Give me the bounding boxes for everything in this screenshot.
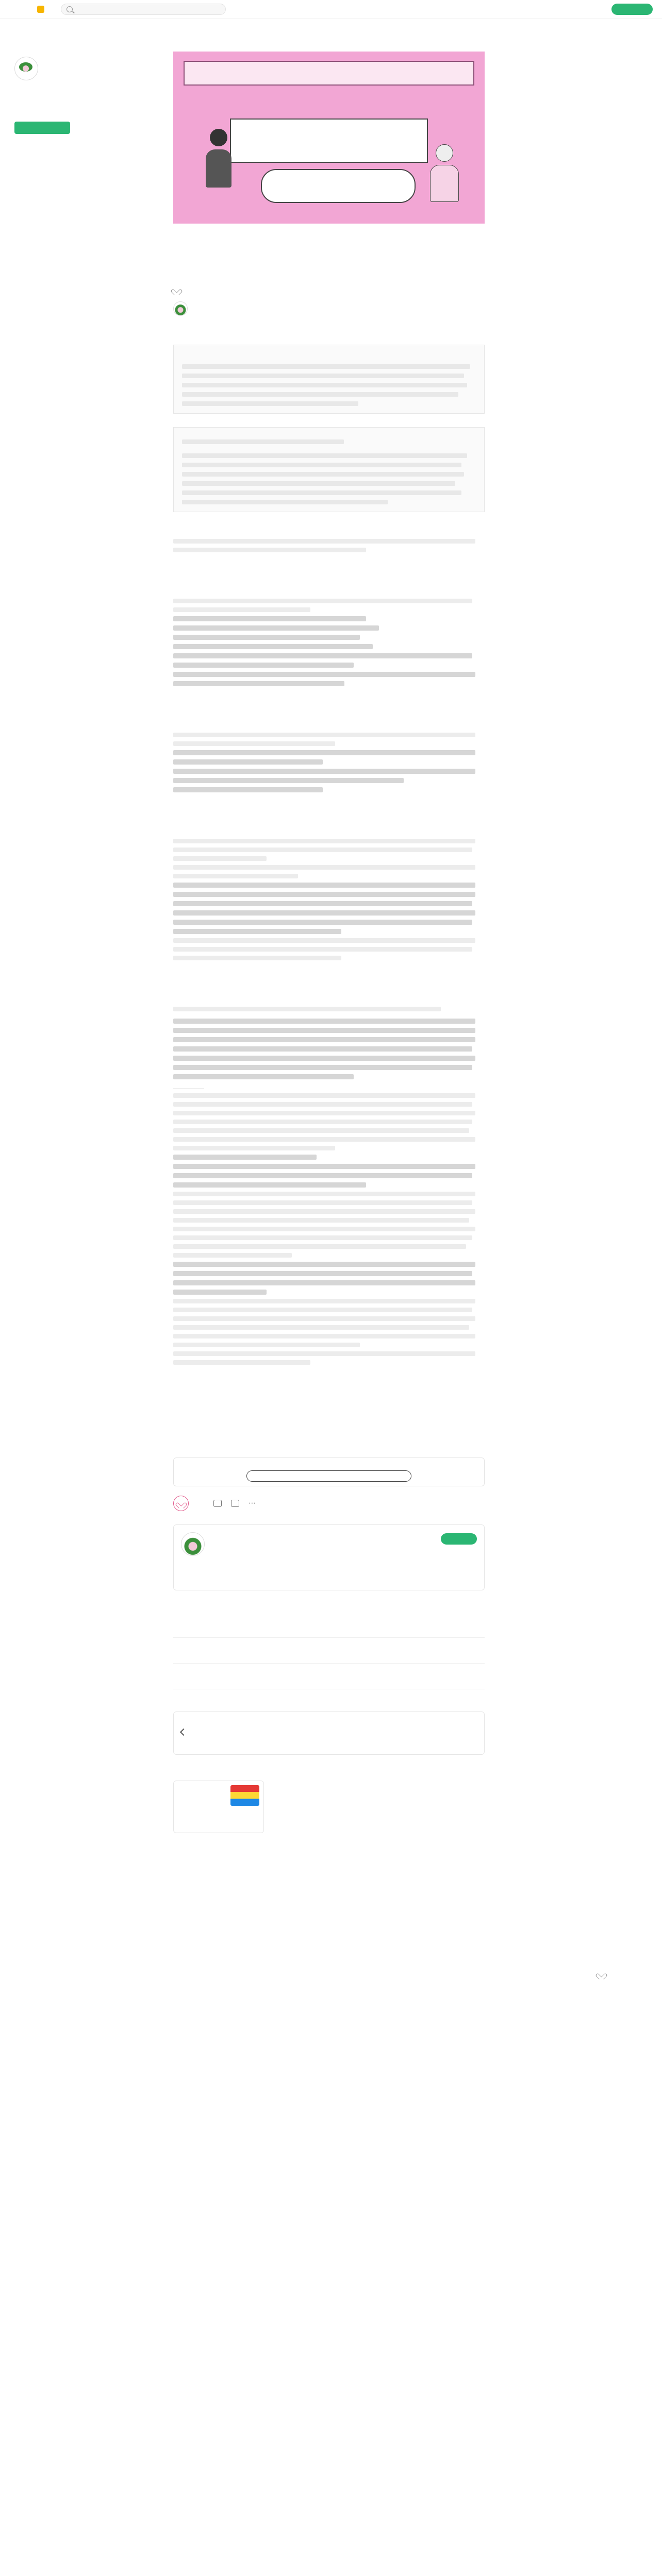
pickup-card[interactable] [173, 1781, 264, 1833]
support-box [173, 1458, 485, 1486]
support-chip-button[interactable] [246, 1470, 411, 1482]
bold-text-line [173, 1056, 475, 1061]
related-section-title [173, 1605, 485, 1612]
paragraph-line [173, 1007, 441, 1011]
bold-text-line [173, 635, 360, 640]
section-number [173, 580, 485, 595]
paragraph-line [173, 1093, 475, 1098]
quote-text-line [182, 500, 388, 504]
banner-board-line [231, 132, 427, 144]
banner-listener-figure [429, 144, 460, 206]
login-button[interactable] [559, 5, 586, 14]
article-author[interactable] [173, 301, 485, 316]
bold-text-line [173, 1028, 475, 1033]
paragraph-line [173, 1200, 472, 1205]
quote-text-line [182, 472, 464, 477]
section-number [173, 714, 485, 728]
pickup-thumbnail [230, 1785, 259, 1806]
pickup-section-title [173, 1768, 485, 1775]
bold-text-line [173, 1182, 366, 1188]
bold-text-line [173, 616, 366, 621]
bold-text-line [173, 1046, 472, 1052]
comment-prompt[interactable] [173, 1859, 485, 1866]
quote-text-line [182, 463, 461, 467]
banner-heading [184, 61, 474, 86]
bold-text-line [173, 653, 472, 658]
logo-mark-icon [37, 6, 44, 13]
banner-board [230, 118, 428, 163]
previous-article-card[interactable] [173, 1711, 485, 1755]
paragraph-line [173, 1137, 475, 1142]
bold-text-line [173, 1065, 472, 1070]
quote-text-line [182, 374, 464, 378]
paragraph-line [173, 1227, 475, 1231]
section-number [173, 988, 485, 1003]
bold-text-line [173, 663, 354, 668]
article-banner-image [173, 52, 485, 224]
paragraph-line [173, 1128, 469, 1133]
bold-text-line [173, 787, 323, 792]
paragraph-line [173, 1244, 466, 1249]
search-input[interactable] [76, 6, 220, 13]
bold-text-line [173, 681, 344, 686]
bold-text-line [173, 1164, 475, 1169]
paragraph-line [173, 1343, 360, 1347]
paragraph-line [173, 599, 472, 603]
banner-footer-text [420, 208, 456, 215]
creator-name[interactable] [211, 1532, 427, 1540]
related-article-title[interactable] [173, 1669, 485, 1676]
paragraph-line [173, 848, 472, 852]
bold-text-line [173, 769, 475, 774]
paragraph-line [173, 1146, 335, 1150]
paragraph-line [173, 607, 310, 612]
paragraph-line [173, 741, 335, 746]
site-link[interactable] [173, 1430, 485, 1437]
quote-text-line [182, 439, 344, 444]
more-icon[interactable]: ⋯ [249, 1499, 256, 1507]
bold-text-line [173, 1290, 267, 1295]
bold-text-line [173, 778, 404, 783]
paragraph-line [173, 1111, 475, 1115]
related-article[interactable] [173, 1612, 485, 1638]
paragraph-line [173, 1209, 475, 1214]
quote-text-line [182, 490, 461, 495]
related-article-likes [173, 1678, 485, 1684]
paragraph-line [173, 1325, 469, 1330]
paragraph-line [173, 1308, 472, 1312]
comment-icon[interactable] [213, 1500, 222, 1507]
paragraph-line [173, 1218, 469, 1223]
article-like-summary[interactable] [173, 287, 485, 293]
bold-text-line [173, 644, 373, 649]
paragraph-line [173, 539, 475, 544]
paragraph-line [173, 956, 341, 960]
paragraph-line [173, 874, 298, 878]
pickup-card-title[interactable] [178, 1816, 259, 1823]
bold-text-line [173, 901, 472, 906]
banner-subtitle [349, 91, 390, 98]
like-button[interactable] [173, 1496, 189, 1511]
profile-avatar[interactable] [14, 57, 38, 80]
profile-follow-button[interactable] [14, 122, 70, 134]
bold-text-line [173, 892, 475, 897]
creator-avatar[interactable] [181, 1532, 205, 1556]
bold-text-line [173, 1262, 475, 1267]
register-button[interactable] [611, 4, 653, 15]
article-main [173, 52, 485, 1866]
article-actions [173, 1496, 485, 1511]
paragraph-line [173, 1360, 310, 1365]
quote-text-line [182, 401, 358, 406]
quote-heading [182, 352, 476, 360]
paragraph-line [173, 1235, 472, 1240]
paragraph-line [173, 548, 366, 552]
top-header [0, 0, 662, 19]
creator-description [211, 1543, 427, 1562]
author-avatar[interactable] [173, 301, 188, 316]
bold-text-line [173, 1271, 472, 1276]
bold-text-line [173, 1155, 317, 1160]
banner-speaker-figure [204, 129, 233, 191]
banner-speech-bubble [261, 169, 416, 203]
paragraph-line [173, 947, 472, 952]
site-logo-text [8, 4, 36, 14]
profile-name[interactable] [14, 84, 85, 93]
bold-text-line [173, 1280, 475, 1285]
link-label [173, 1418, 485, 1426]
bold-text-line [173, 672, 475, 677]
paragraph-line [173, 1299, 475, 1303]
bold-text-line [173, 1019, 475, 1024]
related-article-title[interactable] [173, 1643, 485, 1650]
left-profile-panel [14, 57, 85, 135]
bold-text-line [173, 759, 323, 765]
related-article-likes [173, 1652, 485, 1658]
bold-text-line [173, 910, 475, 916]
paragraph-line [173, 856, 267, 861]
bold-text-line [173, 625, 379, 631]
quote-block [173, 345, 485, 414]
related-article[interactable] [173, 1638, 485, 1664]
bold-text-line [173, 1173, 472, 1178]
creator-card [173, 1524, 485, 1590]
bold-text-line [173, 883, 475, 888]
heart-icon [178, 1500, 185, 1506]
quote-text-line [182, 383, 467, 387]
article-title [173, 241, 485, 278]
heart-icon [173, 287, 180, 293]
related-article-title[interactable] [173, 1617, 485, 1624]
paragraph-line [173, 733, 475, 737]
profile-description [14, 96, 85, 116]
quote-text-line [182, 392, 458, 397]
paragraph-line [173, 1351, 475, 1356]
floating-like-bar[interactable] [598, 1971, 608, 1977]
paragraph-line [173, 1102, 472, 1107]
paragraph-line [173, 938, 475, 943]
search-bar[interactable] [61, 4, 226, 15]
creator-follow-button[interactable] [441, 1533, 477, 1545]
paragraph-line [173, 865, 475, 870]
comment-section-title [173, 1848, 485, 1855]
quote-text-line [182, 481, 455, 486]
paragraph-line [173, 1253, 292, 1258]
quote-text-line [182, 453, 467, 458]
related-links [173, 1394, 485, 1437]
search-icon [67, 6, 73, 12]
note-top-link[interactable] [173, 1405, 485, 1412]
more-related-link[interactable] [173, 1694, 485, 1700]
chevron-left-icon [180, 1728, 187, 1736]
related-article-likes [173, 1626, 485, 1632]
bold-text-line [173, 1074, 354, 1079]
quote-block [173, 427, 485, 512]
previous-article-label [194, 1718, 464, 1724]
share-icon[interactable] [231, 1500, 239, 1507]
bold-text-line [173, 920, 472, 925]
speaker-label [173, 528, 485, 535]
link-label [173, 1394, 485, 1401]
paragraph-line [173, 1334, 475, 1338]
pickup-card-likes [178, 1823, 259, 1828]
heart-icon [598, 1971, 605, 1977]
bold-text-line [173, 750, 475, 755]
bold-text-line [173, 1037, 475, 1042]
paragraph-line [173, 1316, 475, 1321]
paragraph-line [173, 839, 475, 843]
paragraph-line [173, 1192, 475, 1196]
related-article[interactable] [173, 1664, 485, 1689]
site-logo[interactable] [8, 4, 44, 14]
bold-text-line [173, 929, 341, 934]
banner-board-line [231, 120, 427, 132]
previous-article-title[interactable] [194, 1726, 464, 1741]
quote-text-line [182, 364, 470, 369]
paragraph-line [173, 1120, 472, 1124]
section-number [173, 820, 485, 835]
